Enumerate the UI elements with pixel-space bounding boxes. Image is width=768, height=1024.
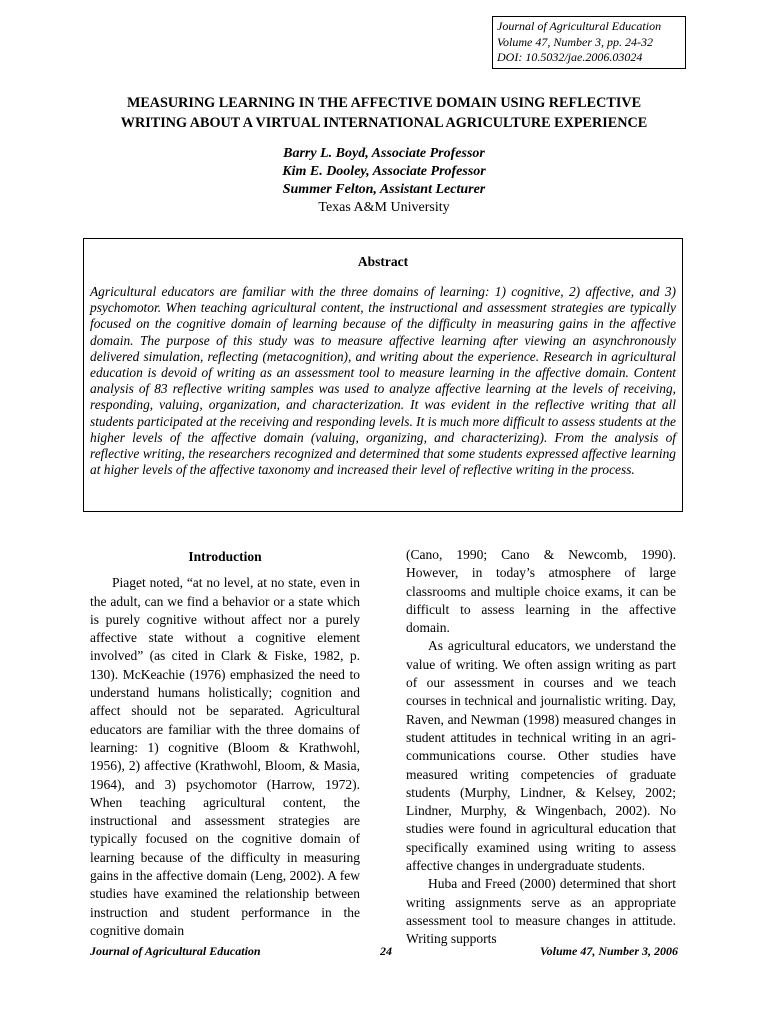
introduction-heading: Introduction	[188, 549, 262, 564]
left-column	[90, 546, 360, 940]
journal-name: Journal of Agricultural Education	[497, 19, 662, 33]
journal-info-box	[492, 16, 686, 69]
author-block	[60, 145, 708, 217]
introduction-paragraph-3: Huba and Freed (2000) determined that short writing assignments serve as an appropriate assessment tool to measure changes in attitude. Writing supports	[406, 876, 676, 947]
author-1: Barry L. Boyd, Associate Professor	[283, 146, 485, 161]
introduction-continuation: (Cano, 1990; Cano & Newcomb, 1990). However, in today’s atmosphere of large classrooms and multiple choice exams, it can be difficult to assess learning in the affective domain.	[406, 547, 676, 636]
abstract-box	[83, 238, 683, 512]
author-2: Kim E. Dooley, Associate Professor	[282, 164, 486, 179]
paper-title-line-1: MEASURING LEARNING IN THE AFFECTIVE DOMAIN USING REFLECTIVE	[126, 95, 642, 111]
paper-title	[60, 93, 708, 133]
journal-volume-pages: Volume 47, Number 3, pp. 24-32	[497, 34, 653, 49]
abstract-heading: Abstract	[357, 254, 409, 269]
introduction-paragraph-1: Piaget noted, “at no level, at no state, even in the adult, can we find a behavior or a state which is purely cognitive without affect nor a purely affective state without a cognitive element involved” (as cited in Clark & Fiske, 1982, p. 130). McKeachie (1976) emphasized the need to understand humans holistically; cognition and affect should not be separated. Agricultural educators are familiar with the three domains of learning: 1) cognitive (Bloom & Krathwohl, 1956), 2) affective (Krathwohl, Bloom, & Masia, 1964), and 3) psychomotor (Harrow, 1972). When teaching agricultural content, the instructional and assessment strategies are typically focused on the cognitive domain of learning because of the difficulty in measuring gains in the affective domain (Leng, 2002). A few studies have examined the relationship between instruction and student performance in the cognitive domain	[90, 575, 360, 938]
introduction-paragraph-2: As agricultural educators, we understand the value of writing. We often assign writing as part of our assessment in courses and we teach courses in technical and journalistic writing. Day, Raven, and Newman (1998) measured changes in student attitudes in technical writing in an agri-communications course. Other studies have measured writing competencies of graduate students (Murphy, Lindner, & Kelsey, 2002; Lindner, Murphy, & Wingenbach, 2002). No studies were found in agricultural education that specifically examined using writing to assess affective changes in undergraduate students.	[406, 638, 676, 874]
author-3: Summer Felton, Assistant Lecturer	[282, 182, 486, 197]
journal-doi: DOI: 10.5032/jae.2006.03024	[497, 50, 643, 64]
footer-page-number: 24	[380, 944, 392, 958]
affiliation: Texas A&M University	[318, 200, 450, 215]
right-column	[406, 546, 676, 949]
footer-journal-name: Journal of Agricultural Education	[90, 944, 261, 958]
abstract-text: Agricultural educators are familiar with the three domains of learning: 1) cognitive, 2) affective, and 3) psychomotor. When teaching agricultural content, the instructional and assessment strategies are typically focused on the cognitive domain of learning because of the difficulty in measuring gains in the affective domain. The purpose of this study was to measure affective learning after viewing an asynchronously delivered simulation, reflecting (metacognition), and writing about the experience. Research in agricultural education is devoid of writing as an assessment tool to measure learning in the affective domain. Content analysis of 83 reflective writing samples was used to analyze affective learning at the levels of receiving, responding, valuing, organization, and characterization. It was evident in the reflective writing that all students participated at the receiving and responding levels. It is much more difficult to assess students at the higher levels of the affective domain (valuing, organizing, and characterizing). From the analysis of reflective writing, the researchers recognized and determined that some students expressed affective learning at higher levels of the affective taxonomy and increased their level of reflective writing in the process.	[90, 284, 676, 478]
footer-volume: Volume 47, Number 3, 2006	[539, 944, 678, 958]
paper-title-line-2: WRITING ABOUT A VIRTUAL INTERNATIONAL AGRICULTURE EXPERIENCE	[120, 115, 648, 131]
